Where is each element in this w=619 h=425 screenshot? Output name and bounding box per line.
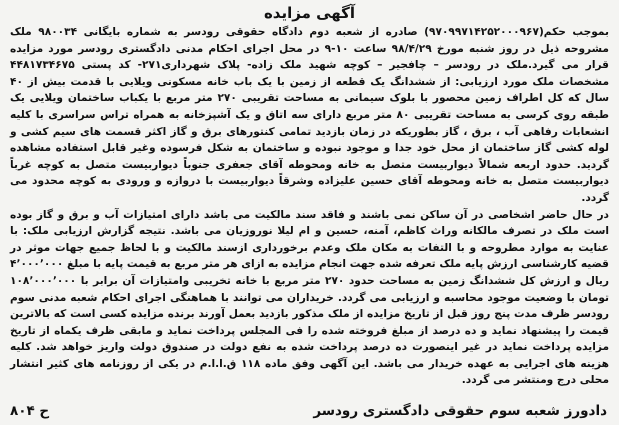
notice-footer xyxy=(10,403,607,419)
notice-title: آگهی مزایده xyxy=(263,4,356,22)
footer-signature: دادورز شعبه سوم حقوقی دادگستری رودسر xyxy=(313,403,607,419)
notice-body xyxy=(10,24,609,389)
notice-paragraph-2: در حال حاضر اشخاصی در آن ساکن نمی باشند و فاقد سند مالکیت می باشد دارای امتیازات آب و برق و گاز بوده است ملک در تصرف مالکانه وراث کاظم، آمنه، حسین و ام لیلا نوروزیان می باشد. نتیجه گزارش ارزیابی ملک: با عنایت به موارد مطروحه و با التفات به مکان ملک وعدم برخورداری ازسند مالکیت و با لحاظ جمیع جهات موثر در قضیه کارشناسی ارزش پایه ملک تعرفه شده جهت انجام مزایده به ازای هر متر مربع به قیمت پایه با مبلغ ۴٬۰۰۰٬۰۰۰ ریال و ارزش کل ششدانگ زمین به مساحت حدود ۲۷۰ متر مربع با خانه تخریبی وامتیازات آن برابر با ۱۰۸٬۰۰۰٬۰۰۰ تومان با وضعیت موجود محاسبه و ارزیابی می گردد. خریداران می توانند با هماهنگی اجرای احکام شعبه مدنی سوم رودسر ظرف مدت پنج روز قبل از تاریخ مزایده از ملک مذکور بازدید بعمل آورند برنده مزایده کسی است که بالاترین قیمت را پیشنهاد نماید و ده درصد از مبلغ فروخته شده را فی المجلس پرداخت نماید و مابقی ظرف یکماه از تاریخ مزایده پرداخت نماید در غیر اینصورت ده درصد پرداخت شده به نفع دولت در صندوق دولت واریز خواهد شد. کلیه هزینه های اجرایی به عهده خریدار می باشد. این آگهی وفق ماده ۱۱۸ ق.ا.ا.م در یکی از روزنامه های کثیر انتشار محلی درج ومنتشر می گردد. xyxy=(10,208,609,387)
footer-code: ح ۸۰۴ xyxy=(10,403,50,419)
notice-paragraph-1: بموجب حکم(۹۷۰۹۹۷۱۴۲۵۲۰۰۰۹۶۷) صادره از شعبه دوم دادگاه حقوقی رودسر به شماره بایگانی ۹۸۰۰۳۴ ملک مشروحه ذیل در روز شنبه مورخ ۹۸/۴/۲۹ ساعت ۱۰-۹ در محل اجرای احکام مدنی دادگستری رودسر مورد مزایده قرار می گیرد.ملک در رودسر – چافجیر – کوچه شهید ملک زاده- پلاک شهرداری۲۷۱- کد پستی ۴۴۸۱۷۳۴۶۷۵ مشخصات ملک مورد ارزیابی: از ششدانگ یک قطعه از زمین با یک باب خانه مسکونی ویلایی با قدمت بیش از ۴۰ سال که کل اطراف زمین محصور با بلوک سیمانی به مساحت تقریبی ۲۷۰ متر مربع با یکباب ساختمان ویلایی یک طبقه روی کرسی به مساحت تقریبی ۸۰ متر مربع دارای سه اتاق و یک آشپزخانه به همراه تراس سراسری با کلیه انشعابات رفاهی آب ، برق ، گاز بطوریکه در زمان بازدید تمامی کنتورهای برق و گاز اکثر قسمت های سیم کشی و لوله کشی گاز ساختمان از محل خود جدا و موجود نبوده و ساختمان به شکل فرسوده وغیر قابل استفاده مشاهده گردید. حدود اربعه شمالاً دیواربیست متصل به خانه ومحوطه آقای جعفری جنوباً دیواربیست متصل به کوچه غرباً دیواربیست متصل به خانه ومحوطه آقای حسین علیزاده وشرقاً دیواربیست با دروازه و ورودی به کوچه محدود می گردد. xyxy=(10,26,609,204)
